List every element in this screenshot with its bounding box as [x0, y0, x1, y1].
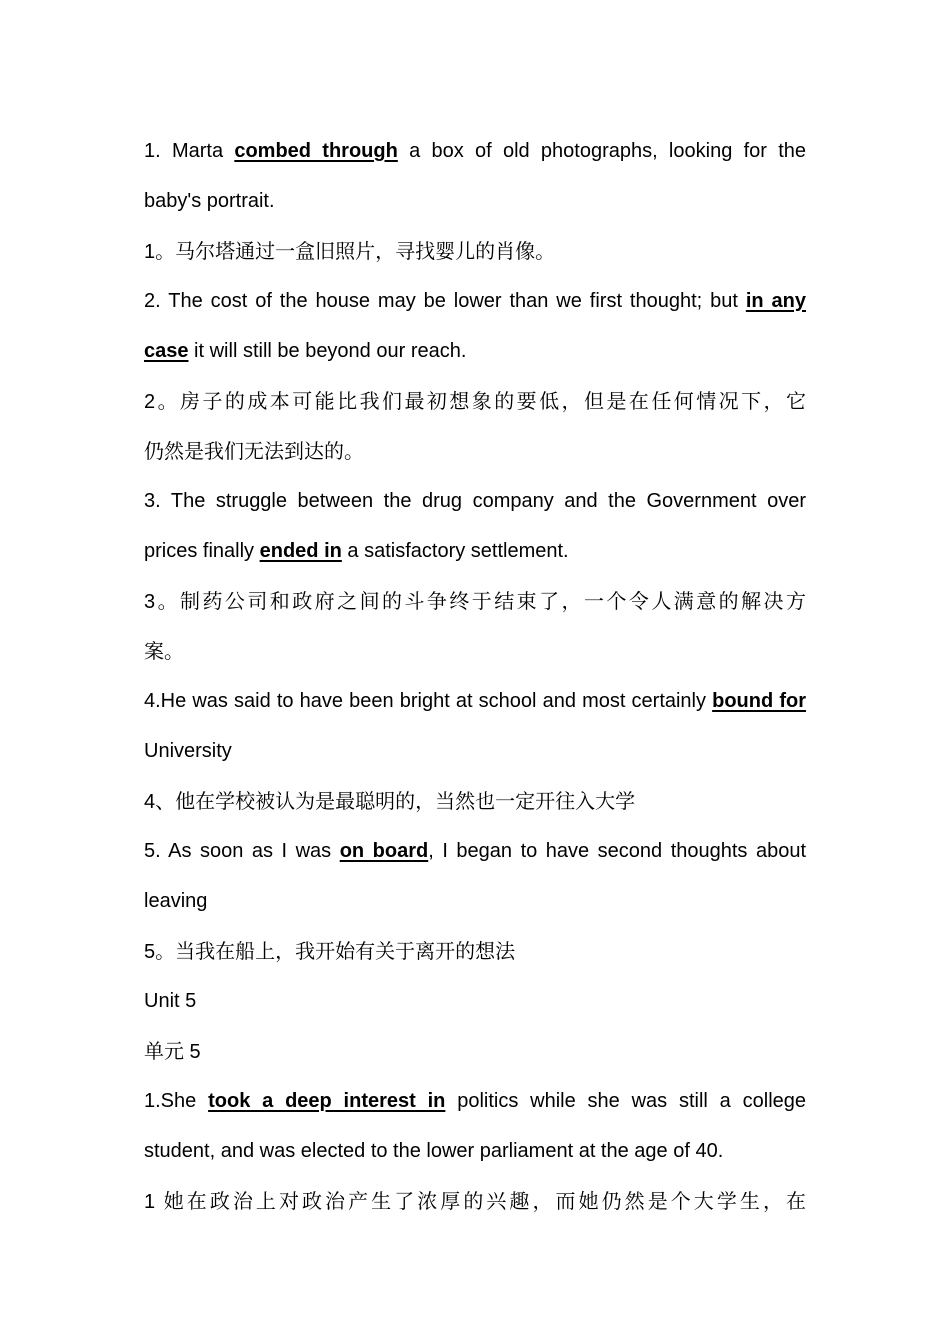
chinese-translation: 。当我在船上，我开始有关于离开的想法	[155, 939, 516, 963]
unit5-sentence-1-english-line-1	[144, 1076, 806, 1126]
sentence-1-english-line-1	[144, 126, 806, 176]
chinese-translation: 、他在学校被认为是最聪明的，当然也一定开往入大学	[155, 789, 636, 813]
text-segment: 1. Marta	[144, 140, 235, 162]
key-phrase-combed-through: combed through	[234, 140, 398, 162]
item-number: 1	[144, 241, 156, 263]
text-segment: a box of old photographs, looking for the	[397, 140, 806, 162]
sentence-3-english-line-2	[144, 526, 806, 576]
unit5-sentence-1-chinese	[144, 1176, 806, 1226]
item-number: 3	[144, 591, 156, 613]
chinese-translation: 案。	[144, 639, 184, 663]
text-segment: it will still be beyond our reach.	[188, 340, 467, 362]
unit-number: 5	[184, 1041, 201, 1063]
text-segment: , I began to have second thoughts about	[428, 840, 806, 862]
sentence-3-chinese-line-2	[144, 626, 806, 676]
key-phrase-on-board: on board	[339, 840, 429, 862]
chinese-translation: 。房子的成本可能比我们最初想象的要低，但是在任何情况下，它	[155, 389, 806, 413]
key-phrase-in-any-case-part-1: in any	[745, 290, 806, 312]
sentence-2-chinese-line-2	[144, 426, 806, 476]
text-segment: leaving	[144, 890, 208, 912]
item-number: 2	[144, 391, 156, 413]
item-number: 4	[144, 791, 156, 813]
text-segment: 5. As soon as I was	[144, 840, 340, 862]
sentence-3-chinese-line-1	[144, 576, 806, 626]
sentence-3-english-line-1	[144, 476, 806, 526]
sentence-5-english-line-2	[144, 876, 806, 926]
chinese-translation: 她在政治上对政治产生了浓厚的兴趣，而她仍然是个大学生，在	[163, 1189, 806, 1213]
item-number: 5	[144, 941, 156, 963]
unit-heading	[144, 976, 806, 1026]
sentence-4-english-line-1	[144, 676, 806, 726]
sentence-4-chinese	[144, 776, 806, 826]
sentence-2-english-line-2	[144, 326, 806, 376]
text-segment: a satisfactory settlement.	[341, 540, 569, 562]
text-segment: 4.He was said to have been bright at school and most certainly	[144, 690, 713, 712]
chinese-translation: 。马尔塔通过一盒旧照片，寻找婴儿的肖像。	[155, 239, 556, 263]
chinese-translation: 。制药公司和政府之间的斗争终于结束了，一个令人满意的解决方	[155, 589, 806, 613]
text-segment: 1.She	[144, 1090, 209, 1112]
text-segment: student, and was elected to the lower parliament at the age of 40.	[144, 1140, 724, 1162]
key-phrase-in-any-case-part-2: case	[144, 340, 189, 362]
unit-heading-chinese	[144, 1026, 806, 1076]
sentence-1-chinese	[144, 226, 806, 276]
sentence-2-chinese-line-1	[144, 376, 806, 426]
text-segment: University	[144, 740, 232, 762]
chinese-translation: 仍然是我们无法到达的。	[144, 439, 364, 463]
sentence-5-english-line-1	[144, 826, 806, 876]
sentence-4-english-line-2	[144, 726, 806, 776]
text-segment: baby's portrait.	[144, 190, 275, 212]
key-phrase-took-a-deep-interest-in: took a deep interest in	[208, 1090, 446, 1112]
sentence-1-english-line-2	[144, 176, 806, 226]
text-segment: 2. The cost of the house may be lower than we first thought; but	[144, 290, 746, 312]
text-segment: prices finally	[144, 540, 260, 562]
sentence-2-english-line-1	[144, 276, 806, 326]
unit-title-chinese: 单元	[144, 1039, 184, 1063]
item-number: 1	[144, 1191, 164, 1213]
text-segment: 3. The struggle between the drug company and the Government over	[144, 490, 806, 512]
unit-title: Unit 5	[144, 990, 197, 1012]
sentence-5-chinese	[144, 926, 806, 976]
key-phrase-bound-for: bound for	[712, 690, 806, 712]
unit5-sentence-1-english-line-2	[144, 1126, 806, 1176]
document-body	[144, 126, 806, 1226]
text-segment: politics while she was still a college	[445, 1090, 806, 1112]
key-phrase-ended-in: ended in	[259, 540, 342, 562]
